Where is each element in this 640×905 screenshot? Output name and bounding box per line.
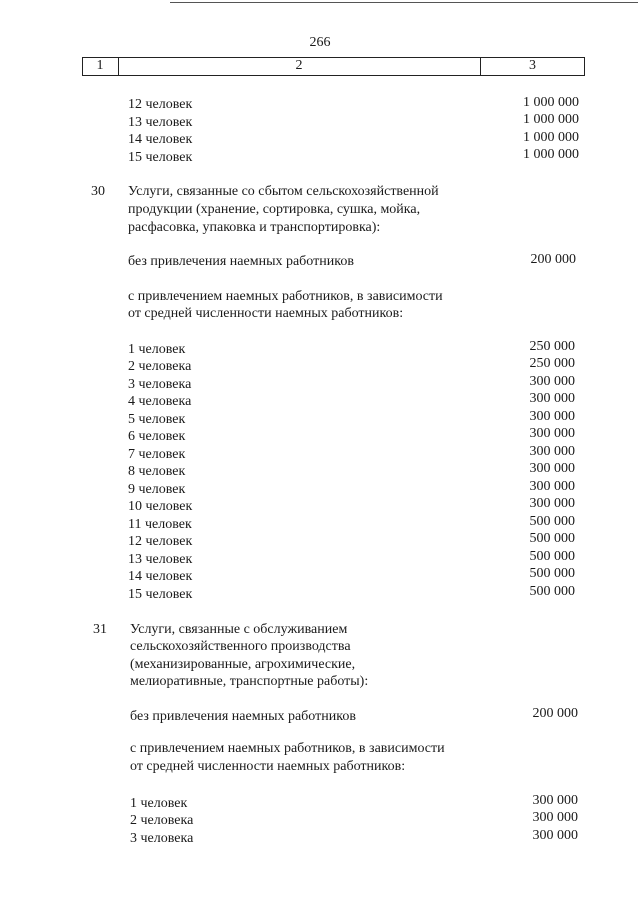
row-value: 1 000 000 [523,95,579,110]
row-label: 13 человек [128,552,193,567]
without-employees-value: 200 000 [532,706,578,721]
section-title-line: сельскохозяйственного производства [130,639,351,654]
row-label: 14 человек [128,132,193,147]
row-label: 3 человека [128,377,192,392]
row-label: 10 человек [128,499,193,514]
with-employees-line: с привлечением наемных работников, в зависимости [128,289,443,304]
header-bottom-line [82,75,585,76]
row-value: 500 000 [529,549,575,564]
section-title-line: расфасовка, упаковка и транспортировка): [128,220,381,235]
row-value: 1 000 000 [523,112,579,127]
row-value: 300 000 [532,828,578,843]
top-rule [170,2,638,3]
section-title-line: (механизированные, агрохимические, [130,657,356,672]
row-label: 7 человек [128,447,186,462]
row-value: 300 000 [529,391,575,406]
page-number: 266 [309,35,331,50]
row-label: 9 человек [128,482,186,497]
section-title-line: мелиоративные, транспортные работы): [130,674,369,689]
column-header-row [82,57,585,76]
without-employees-label: без привлечения наемных работников [128,254,354,269]
row-label: 1 человек [130,796,188,811]
row-label: 15 человек [128,150,193,165]
row-value: 1 000 000 [523,147,579,162]
row-value: 300 000 [532,793,578,808]
without-employees-label: без привлечения наемных работников [130,709,356,724]
row-value: 300 000 [529,496,575,511]
row-value: 1 000 000 [523,130,579,145]
row-label: 4 человека [128,394,192,409]
row-value: 250 000 [529,339,575,354]
row-value: 500 000 [529,531,575,546]
row-value: 250 000 [529,356,575,371]
with-employees-line: от средней численности наемных работников: [128,306,404,321]
row-label: 11 человек [128,517,192,532]
section-title-line: продукции (хранение, сортировка, сушка, мойка, [128,202,421,217]
with-employees-line: от средней численности наемных работников: [130,759,406,774]
row-value: 300 000 [529,426,575,441]
row-label: 12 человек [128,97,193,112]
row-value: 300 000 [529,374,575,389]
row-label: 5 человек [128,412,186,427]
header-col-3: 3 [529,58,536,73]
row-value: 500 000 [529,514,575,529]
without-employees-value: 200 000 [530,252,576,267]
row-label: 1 человек [128,342,186,357]
row-label: 2 человека [130,813,194,828]
row-label: 2 человека [128,359,192,374]
row-label: 15 человек [128,587,193,602]
row-value: 300 000 [529,479,575,494]
row-label: 14 человек [128,569,193,584]
row-value: 500 000 [529,566,575,581]
row-value: 500 000 [529,584,575,599]
row-label: 13 человек [128,115,193,130]
row-value: 300 000 [529,461,575,476]
with-employees-line: с привлечением наемных работников, в зависимости [130,741,445,756]
row-label: 12 человек [128,534,193,549]
section-number: 31 [93,622,107,637]
section-number: 30 [91,184,105,199]
section-title-line: Услуги, связанные с обслуживанием [130,622,348,637]
row-label: 6 человек [128,429,186,444]
row-value: 300 000 [532,810,578,825]
row-value: 300 000 [529,444,575,459]
header-col-1: 1 [96,58,104,73]
section-title-line: Услуги, связанные со сбытом сельскохозяйственной [128,184,439,199]
row-label: 3 человека [130,831,194,846]
row-label: 8 человек [128,464,186,479]
header-col-2: 2 [295,58,303,73]
row-value: 300 000 [529,409,575,424]
